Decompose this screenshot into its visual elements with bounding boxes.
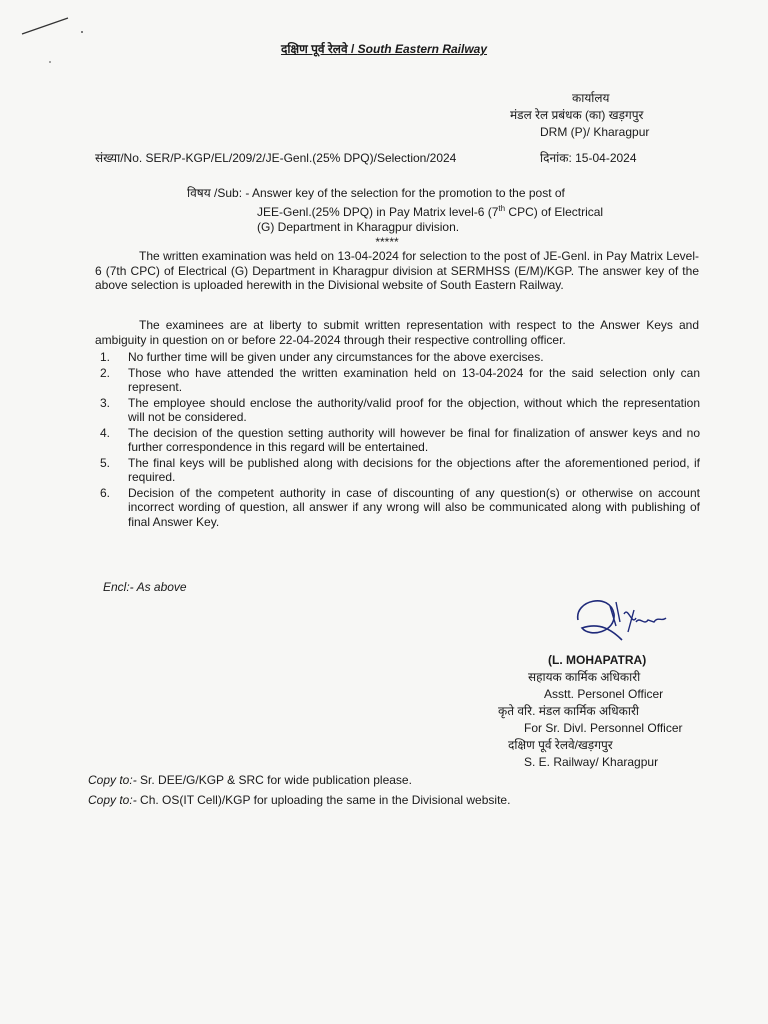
list-item [100, 426, 700, 455]
subject-stars: ***** [375, 235, 399, 249]
header-title-separator: / [347, 42, 358, 56]
body-paragraph-1: The written examination was held on 13-04-2024 for selection to the post of JE-Genl. in Pay Matrix Level-6 (7th CPC) of Electrical (G) Department in Kharagpur division at SERMHSS (E/M)/KGP. The answer key of the above selection is uploaded herewith in the Divisional website of South Eastern Railway. [95, 249, 699, 292]
list-item [100, 486, 700, 530]
signatory-block [498, 652, 698, 771]
body-paragraph-2: The examinees are at liberty to submit written representation with respect to the Answer Keys and ambiguity in question on or before 22-04-2024 through their respective controlling officer. [95, 318, 699, 347]
copy-to-label: Copy to:- [88, 793, 137, 807]
list-item [100, 456, 700, 485]
header-title-hindi: दक्षिण पूर्व रेलवे [280, 42, 348, 56]
conditions-list [100, 350, 700, 530]
list-item-text: Decision of the competent authority in case of discounting of any question(s) or otherwise on account incorrect wording of question, all answer if any wrong will also be communicated along with publishing of final Answer Key. [128, 485, 700, 529]
list-item-number: 2. [100, 365, 111, 380]
subject-block [187, 186, 647, 250]
subject-line-2: JEE-Genl.(25% DPQ) in Pay Matrix level-6 (7th CPC) of Electrical [257, 204, 604, 219]
list-item [100, 350, 700, 365]
office-line-2: मंडल रेल प्रबंधक (का) खड़गपुर [510, 108, 644, 122]
list-item [100, 366, 700, 395]
list-item-text: The final keys will be published along with decisions for the objections after the aforementioned period, if required. [128, 455, 700, 484]
header-title-english: South Eastern Railway [357, 42, 488, 56]
copy-to-line-1 [88, 773, 412, 787]
document-header-title [0, 40, 768, 57]
list-item-text: Those who have attended the written examination held on 13-04-2024 for the said selection only can represent. [128, 365, 700, 394]
enclosure-note: Encl:- As above [103, 580, 187, 594]
list-item-number: 4. [100, 425, 111, 440]
office-line-1: कार्यालय [572, 91, 610, 105]
office-line-3: DRM (P)/ Kharagpur [540, 125, 650, 139]
reference-number: संख्या/No. SER/P-KGP/EL/209/2/JE-Genl.(25% DPQ)/Selection/2024 [95, 151, 457, 165]
copy-to-line-2 [88, 793, 510, 807]
document-date: दिनांक: 15-04-2024 [540, 151, 637, 165]
list-item [100, 396, 700, 425]
list-item-text: No further time will be given under any circumstances for the above exercises. [128, 350, 544, 364]
signatory-for-english: For Sr. Divl. Personnel Officer [524, 721, 683, 735]
signatory-for-hindi: कृते वरि. मंडल कार्मिक अधिकारी [498, 704, 639, 718]
office-address-block [508, 90, 688, 141]
copy-to-label: Copy to:- [88, 773, 137, 787]
subject-line-3: (G) Department in Kharagpur division. [257, 220, 460, 234]
subject-label: विषय /Sub: - [187, 186, 253, 200]
signatory-designation-hindi: सहायक कार्मिक अधिकारी [528, 670, 641, 684]
list-item-text: The decision of the question setting authority will however be final for finalization of answer keys and no further correspondence in this regard will be entertained. [128, 425, 700, 454]
signatory-designation-english: Asstt. Personel Officer [544, 687, 664, 701]
list-item-text: The employee should enclose the authority/valid proof for the objection, without which the representation will not be considered. [128, 395, 700, 424]
signatory-org-hindi: दक्षिण पूर्व रेलवे/खड़गपुर [508, 738, 613, 752]
copy-to-text: Sr. DEE/G/KGP & SRC for wide publication please. [136, 773, 412, 787]
subject-line-1: Answer key of the selection for the promotion to the post of [252, 186, 565, 200]
signatory-name: (L. MOHAPATRA) [548, 653, 647, 667]
list-item-number: 5. [100, 455, 111, 470]
handwritten-signature [570, 592, 690, 652]
list-item-number: 6. [100, 485, 111, 500]
signatory-org-english: S. E. Railway/ Kharagpur [524, 755, 659, 769]
copy-to-text: Ch. OS(IT Cell)/KGP for uploading the same in the Divisional website. [136, 793, 511, 807]
list-item-number: 3. [100, 395, 111, 410]
list-item-number: 1. [100, 350, 111, 364]
